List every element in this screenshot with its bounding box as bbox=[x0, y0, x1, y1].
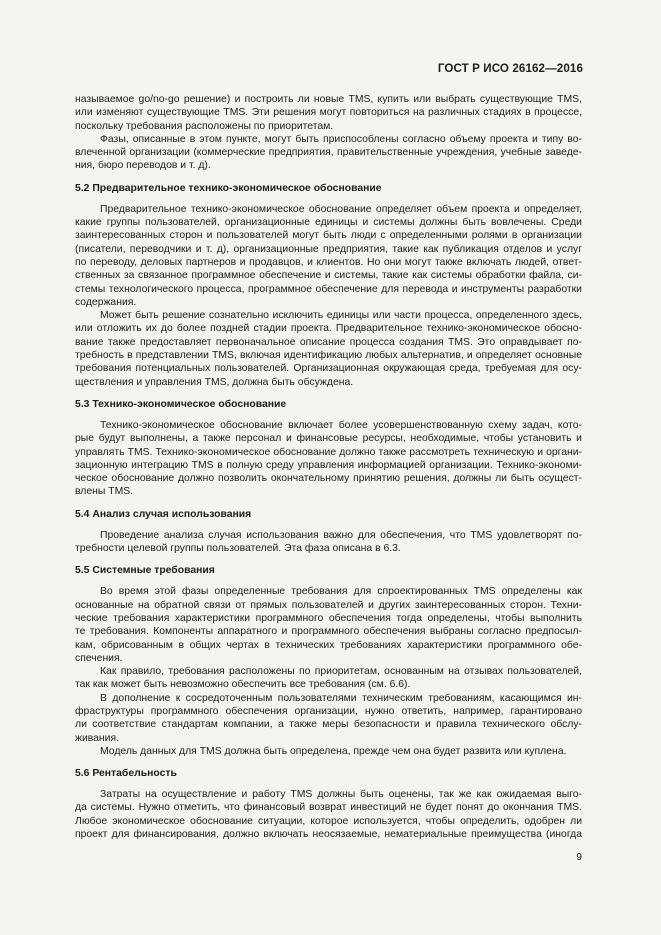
text-line: содержания. bbox=[75, 296, 137, 308]
paragraph bbox=[75, 419, 582, 499]
section-heading: 5.6 Рентабельность bbox=[75, 768, 177, 780]
text-line: так как может быть невозможно обеспечить все требования (см. 6.6). bbox=[75, 679, 411, 691]
paragraph bbox=[75, 585, 582, 665]
text-line: Технико-экономическое обоснование включает более усовершенствованную схему задач, кото- bbox=[100, 419, 582, 431]
section-heading: 5.3 Технико-экономическое обоснование bbox=[75, 398, 287, 410]
text-line: требность в представлении TMS, включая идентификацию любых альтернатив, и определяет основные bbox=[75, 350, 582, 362]
text-line: Как правило, требования расположены по приоритетам, основанным на отзывах пользователей, bbox=[100, 666, 582, 678]
text-line: Может быть решение сознательно исключить единицы или части процесса, определенного здесь, bbox=[100, 310, 582, 322]
paragraph bbox=[75, 133, 582, 173]
text-line: (писатели, переводчики и т. д), организационные предприятия, такие как публикация отделов и услуг bbox=[75, 243, 582, 255]
paragraph bbox=[75, 692, 582, 745]
text-line: стемы технологического процесса, программное обеспечение для перевода и инструменты разработки bbox=[75, 283, 582, 295]
text-line: спечения. bbox=[75, 652, 123, 664]
document-body bbox=[75, 93, 582, 841]
text-line: или изменяют существующие TMS. Эти решения могут повториться на различных стадиях в процессе, bbox=[75, 107, 582, 119]
text-line: проект для финансирования, должно включать неосязаемые, нематериальные преимущества (иногда bbox=[75, 829, 582, 841]
standard-header: ГОСТ Р ИСО 26162—2016 bbox=[437, 62, 583, 75]
text-line: зационную интеграцию TMS в полную среду управления информацией организации. Технико-экономи- bbox=[75, 459, 582, 471]
text-line: по переводу, деловых партнеров и продавцов, и клиентов. Но они могут также включать людей, ответ- bbox=[75, 256, 582, 268]
text-line: влеченной организации (коммерческие предприятия, правительственные учреждения, учебные заведе- bbox=[75, 147, 582, 159]
text-line: те требования. Компоненты аппаратного и программного обеспечения выбраны согласно предпосыл- bbox=[75, 626, 582, 638]
text-line: живания. bbox=[75, 732, 119, 744]
text-line: Затраты на осуществление и работу TMS должны быть оценены, так же как ожидаемая выго- bbox=[100, 789, 582, 801]
text-line: или отложить их до более поздней стадии проекта. Предварительное технико-экономическое обосно- bbox=[75, 323, 582, 335]
paragraph bbox=[75, 788, 582, 841]
text-line: кам, обрисованным в общих чертах в технических требованиях характеристики программного обе- bbox=[75, 639, 582, 651]
text-line: требования потенциальных пользователей. Организационная окружающая среда, требуемая для осу- bbox=[75, 363, 582, 375]
section-heading: 5.2 Предварительное технико-экономическое обоснование bbox=[75, 182, 382, 194]
text-line: какие группы пользователей, организационные единицы и системы должны быть вовлечены. Среди bbox=[75, 217, 582, 229]
text-line: заинтересованных сторон и пользователей могут быть люди с определенными ролями в организации bbox=[75, 230, 582, 242]
text-line: ческие требования характеристики программного обеспечения тогда определены, чтобы выполнить bbox=[75, 612, 582, 624]
text-line: основанные на обратной связи от прямых пользователей и других заинтересованных сторон. Техни- bbox=[75, 599, 582, 611]
text-line: влены TMS. bbox=[75, 486, 134, 498]
text-line: Любое экономическое обоснование ситуации, которое используется, чтобы определить, одобрен ли bbox=[75, 815, 582, 827]
page-number: 9 bbox=[576, 852, 582, 863]
section-heading: 5.4 Анализ случая использования bbox=[75, 508, 252, 520]
text-line: ческое обоснование должно позволить окончательному принятию решения, должны ли быть осущест- bbox=[75, 473, 582, 485]
section-heading: 5.5 Системные требования bbox=[75, 565, 215, 577]
paragraph bbox=[75, 745, 582, 758]
paragraph bbox=[75, 309, 582, 389]
text-line: Проведение анализа случая использования важно для обеспечения, что TMS удовлетворят по- bbox=[100, 529, 582, 541]
text-line: вание также предоставляет первоначальное описание процесса создания TMS. Это оправдывает по- bbox=[75, 336, 582, 348]
text-line: рые будут выполнены, а также персонал и финансовые ресурсы, необходимые, чтобы установить и bbox=[75, 433, 582, 445]
text-line: В дополнение к сосредоточенным пользователями техническим требованиям, касающимся ин- bbox=[100, 692, 582, 704]
text-line: ществления и управления TMS, должна быть обсуждена. bbox=[75, 376, 354, 388]
text-line: поскольку требования расположены по приоритетам. bbox=[75, 120, 334, 132]
text-line: Модель данных для TMS должна быть определена, прежде чем она будет развита или куплена. bbox=[100, 745, 567, 757]
text-line: ния, бюро переводов и т. д). bbox=[75, 160, 211, 172]
text-line: фраструктуры программного обеспечения организации, нужно ответить, например, гарантировано bbox=[75, 705, 582, 717]
text-line: Предварительное технико-экономическое обоснование определяет объем проекта и определяет, bbox=[100, 203, 582, 215]
text-line: требности целевой группы пользователей. Эта фаза описана в 6.3. bbox=[75, 543, 401, 555]
text-line: называемое go/no-go решение) и построить ли новые TMS, купить или выбрать существующие TMS, bbox=[75, 94, 582, 105]
text-line: да системы. Нужно отметить, что финансовый возврат инвестиций не будет понят до окончания TMS. bbox=[75, 802, 582, 814]
paragraph bbox=[75, 529, 582, 556]
text-line: ственных за связанное программное обеспечение и системы, такие как системы обработки файла, си- bbox=[75, 270, 582, 282]
paragraph bbox=[75, 203, 582, 309]
paragraph bbox=[75, 93, 582, 133]
text-line: Фазы, описанные в этом пункте, могут быть приспособлены согласно объему проекта и типу во- bbox=[100, 133, 582, 145]
text-line: управлять TMS. Технико-экономическое обоснование должно также рассмотреть техническую и органи- bbox=[75, 446, 582, 458]
text-line: Во время этой фазы определенные требования для спроектированных TMS определены как bbox=[100, 586, 582, 598]
paragraph bbox=[75, 665, 582, 692]
text-line: ли соответствие стандартам компании, а также меры безопасности и правила технического обслу- bbox=[75, 719, 582, 731]
